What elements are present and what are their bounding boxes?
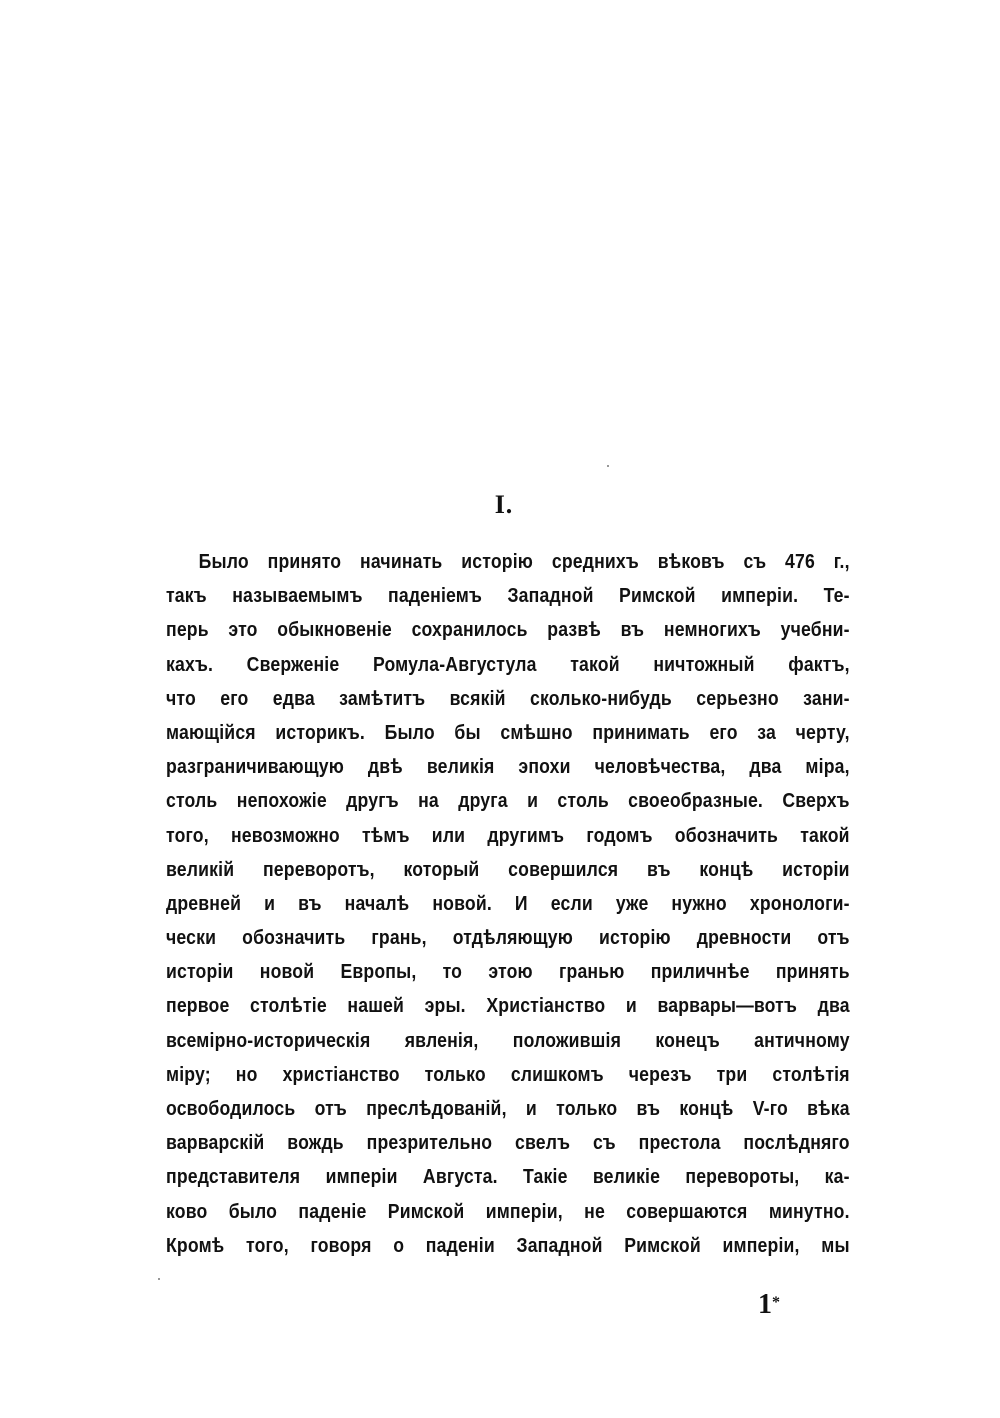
text-line: великій переворотъ, который совершился въ концѣ исторіи [166,857,850,881]
text-line: Было принято начинать исторію среднихъ вѣковъ съ 476 г., [198,550,850,573]
text-line: что его едва замѣтитъ всякій сколько-нибудь серьезно зани- [166,686,850,710]
text-line: представителя имперіи Августа. Такіе великіе перевороты, ка- [166,1165,850,1189]
asterisk-icon: * [772,1294,780,1311]
text-line: древней и въ началѣ новой. И если уже нужно хронологи- [166,891,850,915]
text-line: Кромѣ того, говоря о паденіи Западной Римской имперіи, мы [166,1233,850,1257]
text-line: разграничивающую двѣ великія эпохи человѣчества, два міра, [166,755,850,779]
text-line: перь это обыкновеніе сохранилось развѣ въ немногихъ учебни- [166,618,850,642]
text-line: освободилось отъ преслѣдованій, и только въ концѣ V-го вѣка [166,1097,850,1120]
scan-speck [158,1278,160,1280]
text-line: того, невозможно тѣмъ или другимъ годомъ обозначить такой [166,823,850,847]
scan-speck [607,465,609,467]
chapter-heading: I. [494,490,514,519]
text-line: исторіи новой Европы, то этою гранью приличнѣе принять [166,960,850,984]
text-line: міру; но христіанство только слишкомъ черезъ три столѣтія [166,1062,850,1086]
paragraph [166,545,850,1263]
signature-mark [758,1290,780,1320]
text-line: ково было паденіе Римской имперіи, не совершаются минутно. [166,1199,850,1223]
text-line: мающійся историкъ. Было бы смѣшно принимать его за черту, [166,720,850,744]
signature-number: 1 [758,1289,772,1320]
text-line: варварскій вождь презрительно свелъ съ престола послѣдняго [166,1131,850,1155]
text-line: всемірно-историческія явленія, положившія конецъ античному [166,1028,850,1052]
text-line: чески обозначить грань, отдѣляющую исторію древности отъ [166,926,850,950]
text-line: первое столѣтіе нашей эры. Христіанство и варвары—вотъ два [166,994,850,1018]
text-line: столь непохожіе другъ на друга и столь своеобразные. Сверхъ [166,789,850,813]
text-line: такъ называемымъ паденіемъ Западной Римской имперіи. Те- [166,584,850,608]
text-line: кахъ. Сверженіе Ромула-Августула такой ничтожный фактъ, [166,652,850,676]
